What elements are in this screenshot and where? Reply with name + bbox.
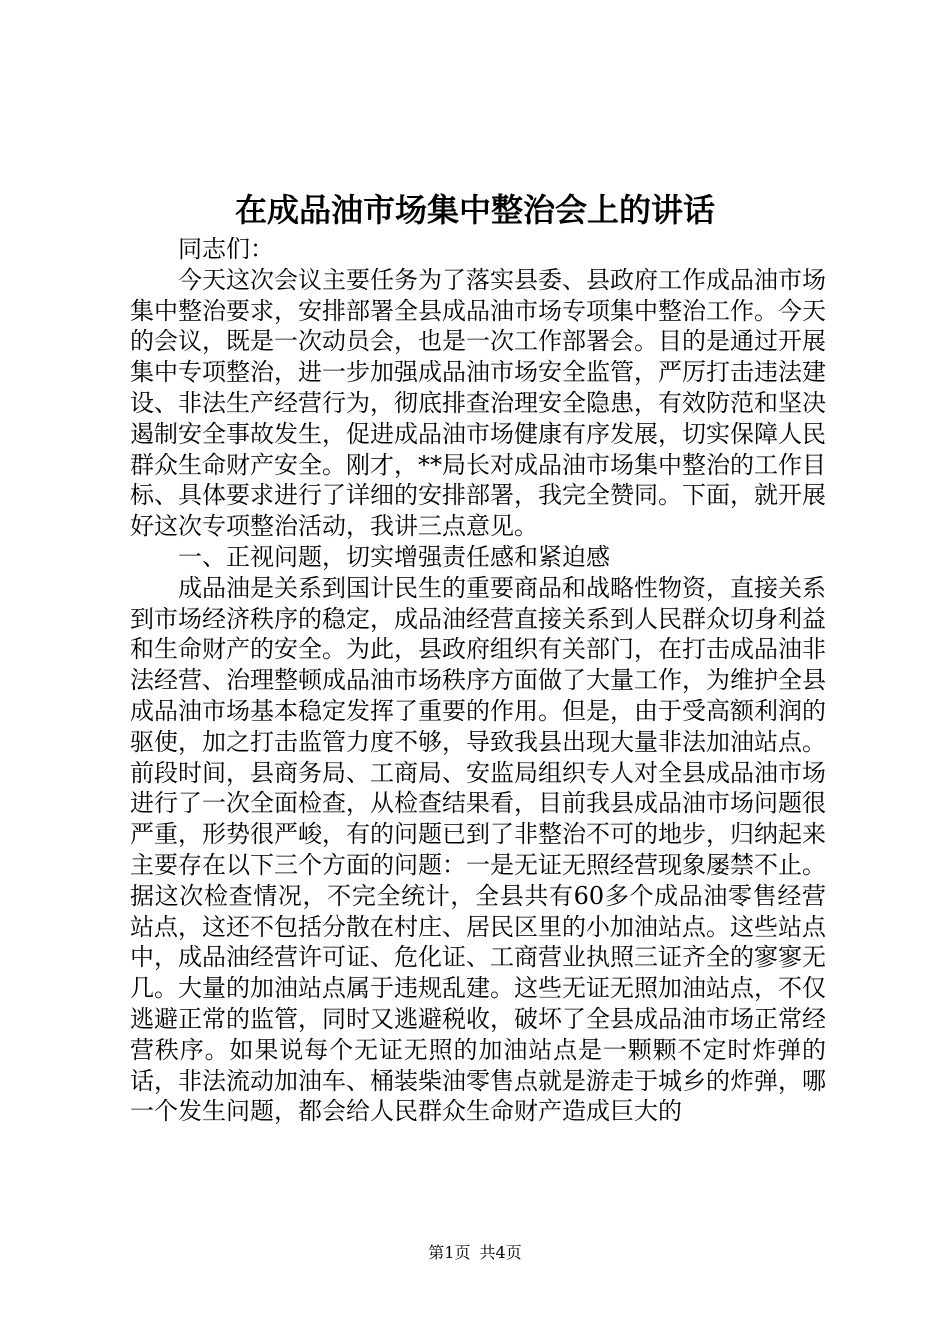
page-footer [0,1242,950,1264]
intro-paragraph: 今天这次会议主要任务为了落实县委、县政府工作成品油市场集中整治要求，安排部署全县成品油市场专项集中整治工作。今天的会议，既是一次动员会，也是一次工作部署会。目的是通过开展集中专项整治，进一步加强成品油市场安全监管，严厉打击违法建设、非法生产经营行为，彻底排查治理安全隐患，有效防范和坚决遏制安全事故发生，促进成品油市场健康有序发展，切实保障人民群众生命财产安全。刚才，**局长对成品油市场集中整治的工作目标、具体要求进行了详细的安排部署，我完全赞同。下面，就开展好这次专项整治活动，我讲三点意见。 [130,265,826,541]
document-body [130,234,826,1127]
page-number: 第1页 [428,1243,471,1262]
section-heading: 一、正视问题，切实增强责任感和紧迫感 [178,542,610,571]
page-total: 共4页 [479,1243,522,1262]
document-title: 在成品油市场集中整治会上的讲话 [234,191,715,229]
salutation-paragraph: 同志们： [178,235,274,263]
body-paragraph: 成品油是关系到国计民生的重要商品和战略性物资，直接关系到市场经济秩序的稳定，成品油经营直接关系到人民群众切身利益和生命财产的安全。为此，县政府组织有关部门，在打击成品油非法经营、治理整顿成品油市场秩序方面做了大量工作，为维护全县成品油市场基本稳定发挥了重要的作用。但是，由于受高额利润的驱使，加之打击监管力度不够，导致我县出现大量非法加油站点。前段时间，县商务局、工商局、安监局组织专人对全县成品油市场进行了一次全面检查，从检查结果看，目前我县成品油市场问题很严重，形势很严峻，有的问题已到了非整治不可的地步，归纳起来主要存在以下三个方面的问题：一是无证无照经营现象屡禁不止。据这次检查情况，不完全统计，全县共有60多个成品油零售经营站点，这还不包括分散在村庄、居民区里的小加油站点。这些站点中，成品油经营许可证、危化证、工商营业执照三证齐全的寥寥无几。大量的加油站点属于违规乱建。这些无证无照加油站点，不仅逃避正常的监管，同时又逃避税收，破坏了全县成品油市场正常经营秩序。如果说每个无证无照的加油站点是一颗颗不定时炸弹的话，非法流动加油车、桶装柴油零售点就是游走于城乡的炸弹，哪一个发生问题，都会给人民群众生命财产造成巨大的 [130,573,826,1126]
